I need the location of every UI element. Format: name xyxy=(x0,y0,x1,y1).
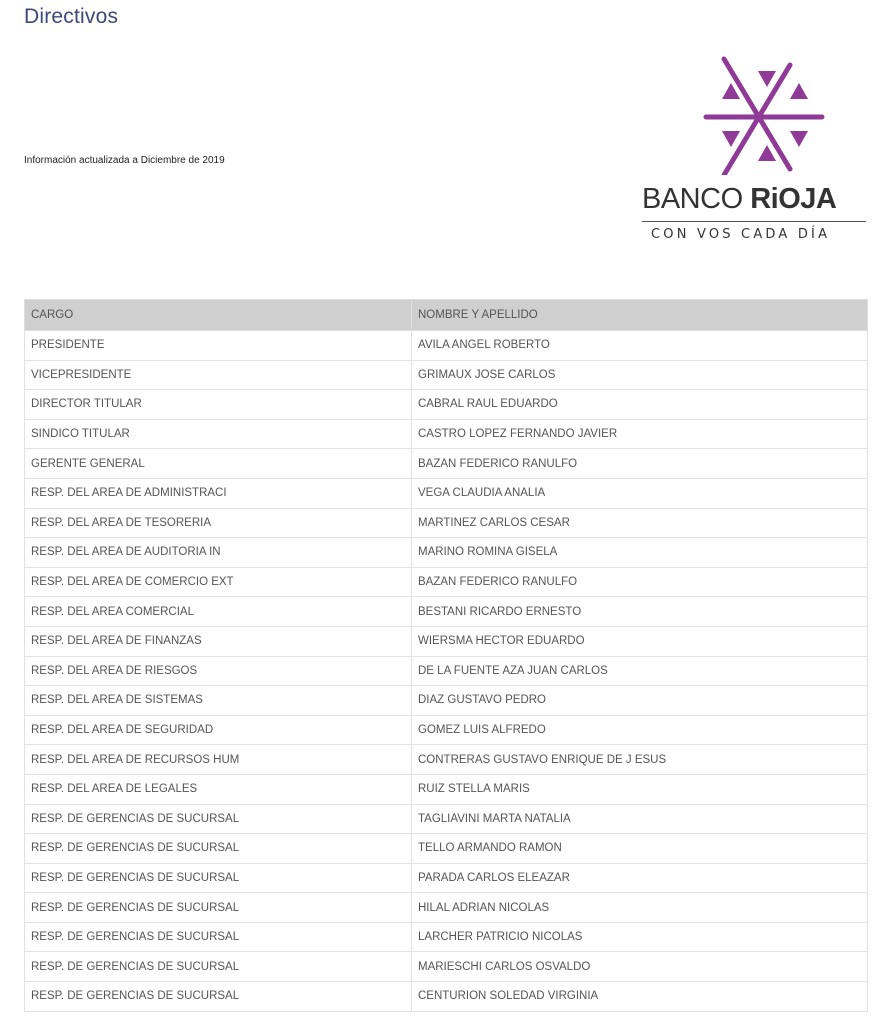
emblem-bar-diagonal-a xyxy=(724,59,790,169)
banco-rioja-logo xyxy=(636,55,872,250)
logo-name-light: BANCO xyxy=(642,183,751,215)
cell-nombre: BAZAN FEDERICO RANULFO xyxy=(412,567,868,597)
cell-cargo: RESP. DE GERENCIAS DE SUCURSAL xyxy=(25,922,412,952)
cell-cargo: RESP. DEL AREA DE RIESGOS xyxy=(25,656,412,686)
cell-cargo: RESP. DEL AREA DE RECURSOS HUM xyxy=(25,745,412,775)
table-row xyxy=(25,360,868,390)
emblem-triangle-2 xyxy=(758,71,776,87)
cell-nombre: BESTANI RICARDO ERNESTO xyxy=(412,597,868,627)
cell-nombre: GOMEZ LUIS ALFREDO xyxy=(412,715,868,745)
cell-cargo: DIRECTOR TITULAR xyxy=(25,390,412,420)
table-row xyxy=(25,804,868,834)
table-row xyxy=(25,567,868,597)
cell-cargo: RESP. DEL AREA COMERCIAL xyxy=(25,597,412,627)
cell-nombre: MARTINEZ CARLOS CESAR xyxy=(412,508,868,538)
cell-nombre: GRIMAUX JOSE CARLOS xyxy=(412,360,868,390)
cell-nombre: HILAL ADRIAN NICOLAS xyxy=(412,893,868,923)
cell-nombre: AVILA ANGEL ROBERTO xyxy=(412,331,868,361)
cell-nombre: CASTRO LOPEZ FERNANDO JAVIER xyxy=(412,419,868,449)
cell-cargo: RESP. DEL AREA DE FINANZAS xyxy=(25,626,412,656)
table-row xyxy=(25,774,868,804)
table-row xyxy=(25,715,868,745)
cell-nombre: DIAZ GUSTAVO PEDRO xyxy=(412,686,868,716)
cell-cargo: RESP. DEL AREA DE SEGURIDAD xyxy=(25,715,412,745)
cell-cargo: VICEPRESIDENTE xyxy=(25,360,412,390)
cell-cargo: RESP. DE GERENCIAS DE SUCURSAL xyxy=(25,982,412,1012)
cell-cargo: RESP. DEL AREA DE SISTEMAS xyxy=(25,686,412,716)
emblem-bar-diagonal-b xyxy=(724,65,790,175)
table-row xyxy=(25,508,868,538)
table-row xyxy=(25,745,868,775)
logo-tagline: CON VOS CADA DÍA xyxy=(651,227,831,242)
logo-wordmark xyxy=(642,183,836,216)
table-row xyxy=(25,656,868,686)
update-note: Información actualizada a Diciembre de 2019 xyxy=(24,155,225,166)
cell-nombre: CENTURION SOLEDAD VIRGINIA xyxy=(412,982,868,1012)
cell-cargo: RESP. DEL AREA DE TESORERIA xyxy=(25,508,412,538)
table-row xyxy=(25,390,868,420)
table-header-row xyxy=(25,300,868,331)
table-row xyxy=(25,982,868,1012)
cell-nombre: BAZAN FEDERICO RANULFO xyxy=(412,449,868,479)
cell-cargo: RESP. DE GERENCIAS DE SUCURSAL xyxy=(25,834,412,864)
table-row xyxy=(25,626,868,656)
emblem-triangle-4 xyxy=(722,131,740,147)
column-header-cargo: CARGO xyxy=(25,300,412,331)
logo-emblem-icon xyxy=(636,55,872,175)
cell-cargo: SINDICO TITULAR xyxy=(25,419,412,449)
cell-nombre: PARADA CARLOS ELEAZAR xyxy=(412,863,868,893)
logo-divider xyxy=(642,221,866,222)
table-row xyxy=(25,331,868,361)
cell-nombre: DE LA FUENTE AZA JUAN CARLOS xyxy=(412,656,868,686)
table-row xyxy=(25,538,868,568)
table-row xyxy=(25,419,868,449)
column-header-nombre: NOMBRE Y APELLIDO xyxy=(412,300,868,331)
table-row xyxy=(25,952,868,982)
cell-cargo: RESP. DE GERENCIAS DE SUCURSAL xyxy=(25,952,412,982)
cell-cargo: RESP. DEL AREA DE ADMINISTRACI xyxy=(25,478,412,508)
cell-nombre: RUIZ STELLA MARIS xyxy=(412,774,868,804)
page-title: Directivos xyxy=(24,5,119,28)
table-row xyxy=(25,834,868,864)
table-row xyxy=(25,863,868,893)
cell-nombre: WIERSMA HECTOR EDUARDO xyxy=(412,626,868,656)
emblem-triangle-5 xyxy=(758,145,776,161)
cell-cargo: RESP. DEL AREA DE COMERCIO EXT xyxy=(25,567,412,597)
table-row xyxy=(25,449,868,479)
cell-cargo: GERENTE GENERAL xyxy=(25,449,412,479)
table-row xyxy=(25,478,868,508)
cell-cargo: RESP. DE GERENCIAS DE SUCURSAL xyxy=(25,863,412,893)
cell-nombre: LARCHER PATRICIO NICOLAS xyxy=(412,922,868,952)
cell-nombre: VEGA CLAUDIA ANALIA xyxy=(412,478,868,508)
cell-cargo: RESP. DEL AREA DE AUDITORIA IN xyxy=(25,538,412,568)
cell-cargo: RESP. DE GERENCIAS DE SUCURSAL xyxy=(25,804,412,834)
cell-cargo: RESP. DEL AREA DE LEGALES xyxy=(25,774,412,804)
emblem-triangle-6 xyxy=(790,131,808,147)
cell-nombre: TAGLIAVINI MARTA NATALIA xyxy=(412,804,868,834)
cell-nombre: MARIESCHI CARLOS OSVALDO xyxy=(412,952,868,982)
cell-nombre: CABRAL RAUL EDUARDO xyxy=(412,390,868,420)
table-row xyxy=(25,686,868,716)
cell-cargo: PRESIDENTE xyxy=(25,331,412,361)
cell-nombre: MARINO ROMINA GISELA xyxy=(412,538,868,568)
table-row xyxy=(25,597,868,627)
logo-name-bold: RiOJA xyxy=(750,183,837,215)
table-row xyxy=(25,893,868,923)
cell-cargo: RESP. DE GERENCIAS DE SUCURSAL xyxy=(25,893,412,923)
table-row xyxy=(25,922,868,952)
directives-table xyxy=(24,299,868,1012)
emblem-triangle-3 xyxy=(790,83,808,99)
cell-nombre: TELLO ARMANDO RAMON xyxy=(412,834,868,864)
cell-nombre: CONTRERAS GUSTAVO ENRIQUE DE J ESUS xyxy=(412,745,868,775)
